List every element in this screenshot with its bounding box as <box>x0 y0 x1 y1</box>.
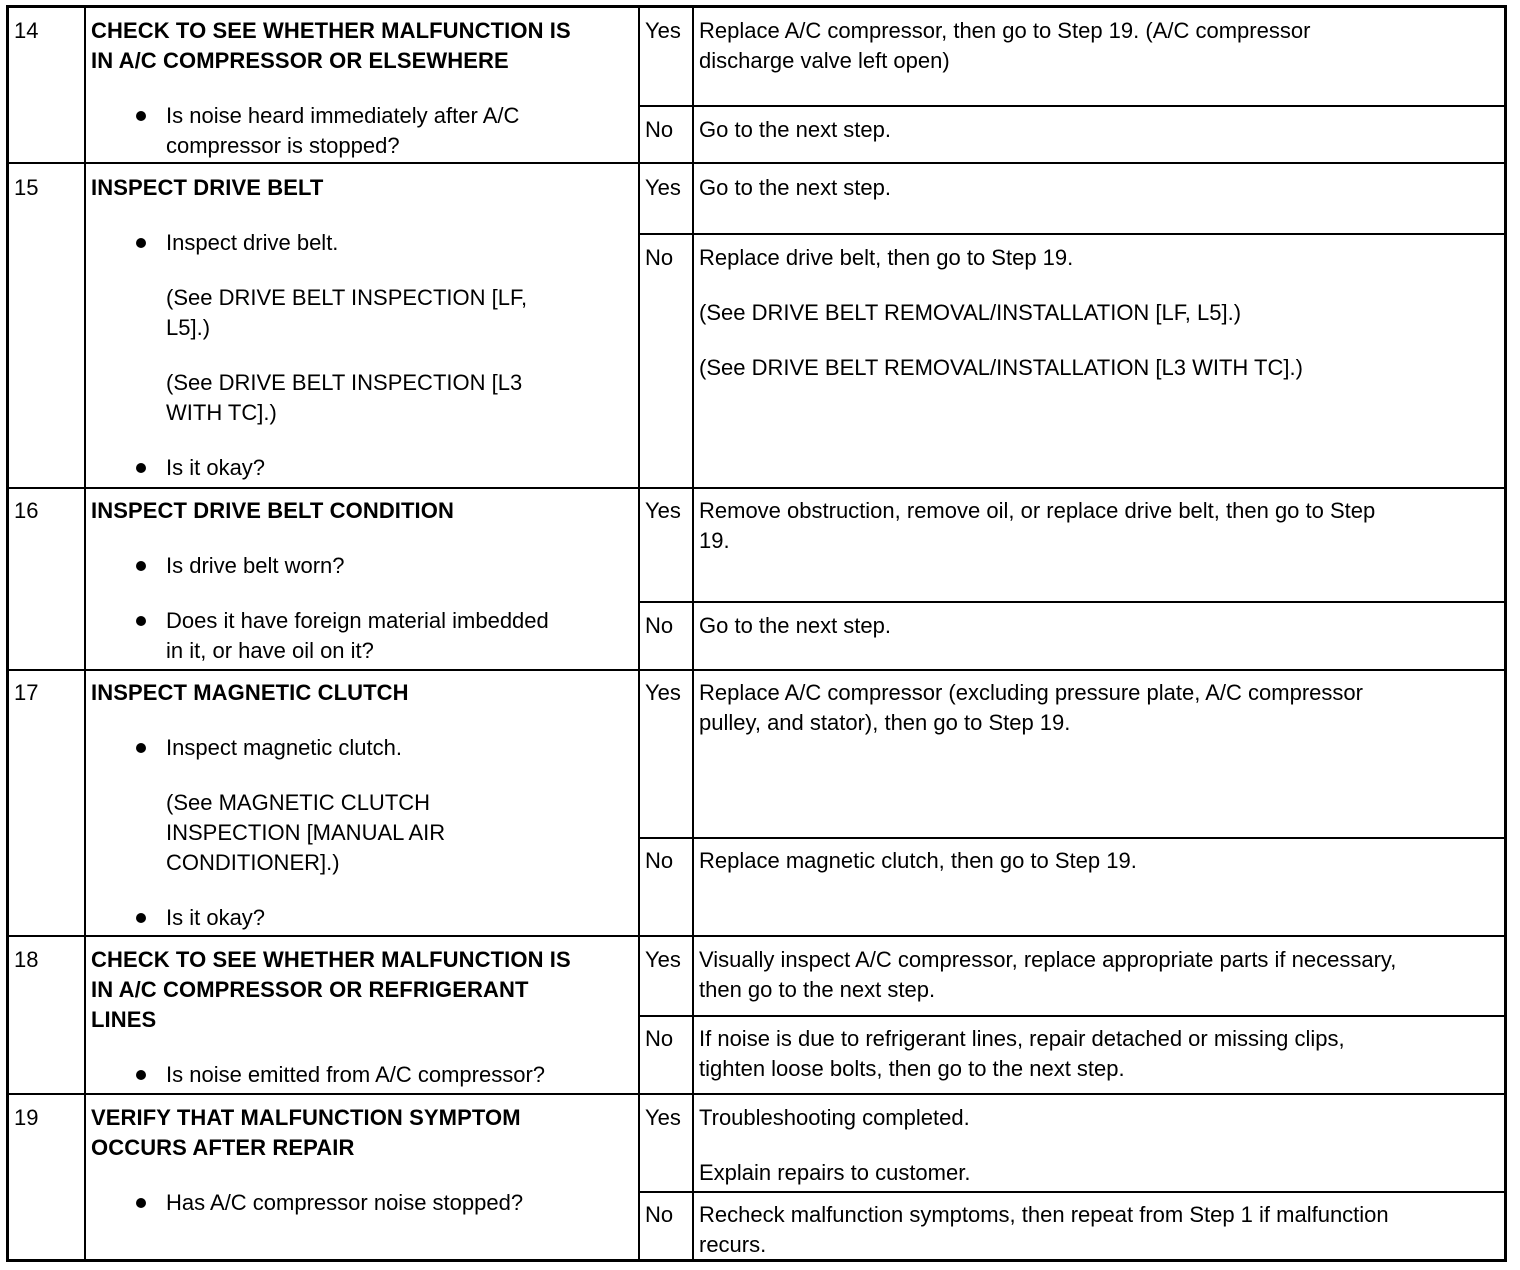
step-title: INSPECT MAGNETIC CLUTCH <box>91 680 409 705</box>
no-action: Recheck malfunction symptoms, then repeat from Step 1 if malfunction <box>699 1202 1389 1227</box>
column-divider <box>638 8 640 1259</box>
reference-note: INSPECTION [MANUAL AIR <box>166 820 446 845</box>
yes-label: Yes <box>645 947 681 972</box>
reference-note: WITH TC].) <box>166 400 277 425</box>
reference-note: CONDITIONER].) <box>166 850 340 875</box>
yes-action: discharge valve left open) <box>699 48 950 73</box>
column-divider <box>84 8 86 1259</box>
yes-label: Yes <box>645 175 681 200</box>
bullet-icon <box>136 111 146 121</box>
no-action: If noise is due to refrigerant lines, repair detached or missing clips, <box>699 1026 1345 1051</box>
yes-action: Troubleshooting completed. <box>699 1105 970 1130</box>
check-question: Is noise heard immediately after A/C <box>166 103 520 128</box>
check-question: Inspect drive belt. <box>166 230 339 255</box>
bullet-icon <box>136 1070 146 1080</box>
no-label: No <box>645 1026 674 1051</box>
check-question: Is it okay? <box>166 455 266 480</box>
step-title: IN A/C COMPRESSOR OR REFRIGERANT <box>91 977 529 1002</box>
step-title: INSPECT DRIVE BELT <box>91 175 324 200</box>
no-label: No <box>645 245 674 270</box>
step-title: CHECK TO SEE WHETHER MALFUNCTION IS <box>91 18 571 43</box>
yes-action: Replace A/C compressor, then go to Step 19. (A/C compressor <box>699 18 1311 43</box>
reference-note: (See MAGNETIC CLUTCH <box>166 790 431 815</box>
yes-label: Yes <box>645 1105 681 1130</box>
check-question: Does it have foreign material imbedded <box>166 608 549 633</box>
no-label: No <box>645 613 674 638</box>
no-action: recurs. <box>699 1232 767 1257</box>
check-question: Inspect magnetic clutch. <box>166 735 403 760</box>
step-number: 18 <box>14 947 39 972</box>
row-divider <box>9 487 1504 489</box>
yes-no-divider <box>638 233 1504 235</box>
yes-label: Yes <box>645 18 681 43</box>
row-divider <box>9 1093 1504 1095</box>
yes-action: then go to the next step. <box>699 977 936 1002</box>
bullet-icon <box>136 463 146 473</box>
bullet-icon <box>136 743 146 753</box>
no-label: No <box>645 1202 674 1227</box>
bullet-icon <box>136 616 146 626</box>
check-question: Is drive belt worn? <box>166 553 345 578</box>
step-number: 19 <box>14 1105 39 1130</box>
reference-note: (See DRIVE BELT INSPECTION [L3 <box>166 370 523 395</box>
check-question: Is noise emitted from A/C compressor? <box>166 1062 546 1087</box>
yes-action: pulley, and stator), then go to Step 19. <box>699 710 1071 735</box>
no-action: tighten loose bolts, then go to the next step. <box>699 1056 1125 1081</box>
yes-label: Yes <box>645 680 681 705</box>
yes-no-divider <box>638 837 1504 839</box>
step-title: IN A/C COMPRESSOR OR ELSEWHERE <box>91 48 509 73</box>
step-number: 15 <box>14 175 39 200</box>
step-number: 17 <box>14 680 39 705</box>
check-question: Has A/C compressor noise stopped? <box>166 1190 524 1215</box>
check-question: compressor is stopped? <box>166 133 400 158</box>
yes-label: Yes <box>645 498 681 523</box>
yes-action: Go to the next step. <box>699 175 892 200</box>
yes-no-divider <box>638 1191 1504 1193</box>
step-title: OCCURS AFTER REPAIR <box>91 1135 355 1160</box>
column-divider <box>692 8 694 1259</box>
yes-action: 19. <box>699 528 730 553</box>
yes-no-divider <box>638 601 1504 603</box>
step-title: INSPECT DRIVE BELT CONDITION <box>91 498 454 523</box>
row-divider <box>9 669 1504 671</box>
bullet-icon <box>136 1198 146 1208</box>
yes-action: Explain repairs to customer. <box>699 1160 971 1185</box>
yes-action: Visually inspect A/C compressor, replace appropriate parts if necessary, <box>699 947 1397 972</box>
no-action: Go to the next step. <box>699 117 892 142</box>
no-action: Replace magnetic clutch, then go to Step 19. <box>699 848 1137 873</box>
row-divider <box>9 935 1504 937</box>
yes-no-divider <box>638 1015 1504 1017</box>
no-action: (See DRIVE BELT REMOVAL/INSTALLATION [L3 WITH TC].) <box>699 355 1303 380</box>
check-question: in it, or have oil on it? <box>166 638 374 663</box>
no-action: (See DRIVE BELT REMOVAL/INSTALLATION [LF, L5].) <box>699 300 1242 325</box>
yes-no-divider <box>638 105 1504 107</box>
reference-note: (See DRIVE BELT INSPECTION [LF, <box>166 285 528 310</box>
row-divider <box>9 162 1504 164</box>
no-label: No <box>645 117 674 142</box>
no-action: Go to the next step. <box>699 613 892 638</box>
reference-note: L5].) <box>166 315 211 340</box>
check-question: Is it okay? <box>166 905 266 930</box>
yes-action: Remove obstruction, remove oil, or replace drive belt, then go to Step <box>699 498 1376 523</box>
step-title: VERIFY THAT MALFUNCTION SYMPTOM <box>91 1105 521 1130</box>
bullet-icon <box>136 561 146 571</box>
yes-action: Replace A/C compressor (excluding pressure plate, A/C compressor <box>699 680 1363 705</box>
bullet-icon <box>136 238 146 248</box>
step-number: 16 <box>14 498 39 523</box>
no-label: No <box>645 848 674 873</box>
no-action: Replace drive belt, then go to Step 19. <box>699 245 1074 270</box>
step-number: 14 <box>14 18 39 43</box>
bullet-icon <box>136 913 146 923</box>
step-title: CHECK TO SEE WHETHER MALFUNCTION IS <box>91 947 571 972</box>
step-title: LINES <box>91 1007 157 1032</box>
